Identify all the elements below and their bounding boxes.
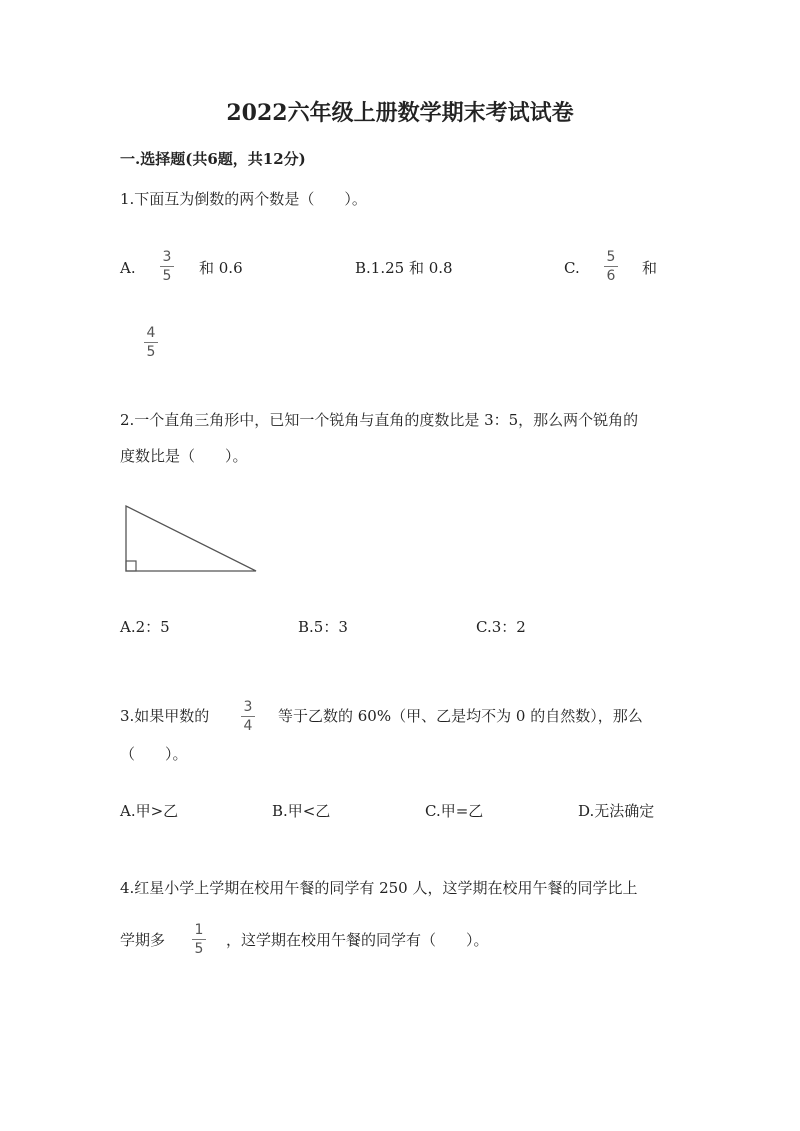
question-2-line-2: 度数比是（ ）。 xyxy=(120,447,248,465)
fraction-numerator: 1 xyxy=(194,922,204,938)
fraction-bar xyxy=(241,716,255,717)
fraction-numerator: 5 xyxy=(606,249,616,265)
fraction-denominator: 6 xyxy=(606,268,616,284)
page-title: 2022六年级上册数学期末考试试卷 xyxy=(226,100,574,126)
fraction-bar xyxy=(144,342,158,343)
right-triangle-diagram xyxy=(118,500,263,580)
question-3-suffix: 等于乙数的 60%（甲、乙是均不为 0 的自然数），那么 xyxy=(278,707,643,725)
q1-option-c-fraction-2 xyxy=(141,325,161,360)
fraction-numerator: 3 xyxy=(243,699,253,715)
question-3-prefix: 3.如果甲数的 xyxy=(120,707,210,725)
q1-option-c-label: C. xyxy=(564,259,580,277)
fraction-denominator: 4 xyxy=(243,718,253,734)
section-heading: 一.选择题(共6题，共12分) xyxy=(120,150,306,168)
q1-option-b: B.1.25 和 0.8 xyxy=(355,259,453,277)
q2-option-a: A.2：5 xyxy=(120,618,170,636)
q1-option-c-text: 和 xyxy=(642,259,658,277)
fraction-bar xyxy=(160,266,174,267)
question-4-suffix: ，这学期在校用午餐的同学有（ ）。 xyxy=(226,931,489,949)
question-2-line-1: 2.一个直角三角形中，已知一个锐角与直角的度数比是 3：5，那么两个锐角的 xyxy=(120,411,639,429)
fraction-denominator: 5 xyxy=(146,344,156,360)
q3-option-a: A.甲>乙 xyxy=(120,802,179,820)
question-1-stem: 1.下面互为倒数的两个数是（ ）。 xyxy=(120,190,367,208)
right-angle-marker xyxy=(126,561,136,571)
q1-option-a-fraction xyxy=(157,249,177,284)
triangle-outline xyxy=(126,506,256,571)
q3-fraction xyxy=(238,699,258,734)
q3-option-b: B.甲<乙 xyxy=(272,802,331,820)
question-4-line-1: 4.红星小学上学期在校用午餐的同学有 250 人，这学期在校用午餐的同学比上 xyxy=(120,879,638,897)
fraction-denominator: 5 xyxy=(194,941,204,957)
q1-option-c-fraction xyxy=(601,249,621,284)
fraction-numerator: 3 xyxy=(162,249,172,265)
q1-option-a-text: 和 0.6 xyxy=(199,259,243,277)
fraction-bar xyxy=(604,266,618,267)
question-4-prefix: 学期多 xyxy=(120,931,166,949)
q3-option-c: C.甲=乙 xyxy=(425,802,484,820)
q2-option-b: B.5：3 xyxy=(298,618,348,636)
q4-fraction xyxy=(189,922,209,957)
fraction-bar xyxy=(192,939,206,940)
fraction-denominator: 5 xyxy=(162,268,172,284)
q1-option-a-label: A. xyxy=(120,259,136,277)
question-3-line-2: （ ）。 xyxy=(120,745,188,763)
fraction-numerator: 4 xyxy=(146,325,156,341)
q2-option-c: C.3：2 xyxy=(476,618,526,636)
q3-option-d: D.无法确定 xyxy=(578,802,655,820)
